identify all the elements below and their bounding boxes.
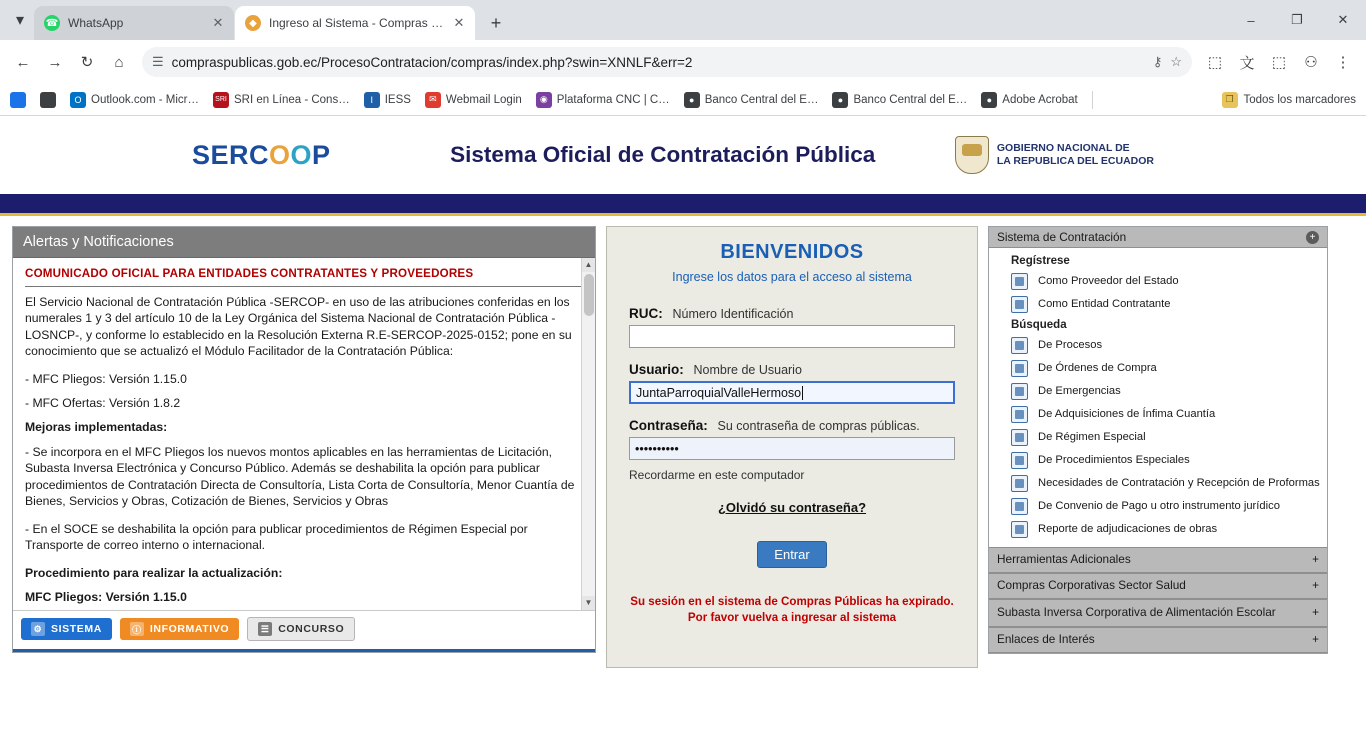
bookmark-label: Banco Central del E… <box>853 93 968 106</box>
bookmark-label: Outlook.com - Micr… <box>91 93 199 106</box>
search-special-proc-icon <box>1011 452 1028 469</box>
tab-strip <box>0 0 1366 40</box>
search-special-regime-icon <box>1011 429 1028 446</box>
group-title-registrese: Regístrese <box>1011 255 1070 267</box>
group-title-busqueda: Búsqueda <box>1011 319 1067 331</box>
contest-icon: ☰ <box>258 622 272 636</box>
item-label: De Régimen Especial <box>1038 430 1146 443</box>
bookmark-banco-central-2[interactable] <box>832 92 967 108</box>
user-input-value: JuntaParroquialValleHermoso <box>636 385 802 400</box>
item-label: De Órdenes de Compra <box>1038 361 1157 374</box>
section-title: Enlaces de Interés <box>997 631 1095 646</box>
page-title: Sistema Oficial de Contratación Pública <box>450 142 876 167</box>
bookmark-sri[interactable] <box>213 92 350 108</box>
alerts-paragraph: - Se incorpora en el MFC Pliegos los nuevos montos aplicables en las herramientas de Licitación, Subasta Inversa Electrónica y Concurso Público. Además se deshabilita la opción para publicar procedimientos de Contratación Directa de Consultoría, Lista Corta de Consultoría, Menor Cuantía de Bienes, Servicios y Obras, Cotización de Bienes, Servicios y Obras <box>25 444 575 509</box>
register-provider-icon <box>1011 273 1028 290</box>
contracting-system-panel <box>988 226 1328 654</box>
link-como-proveedor[interactable] <box>989 270 1327 293</box>
new-tab-button[interactable]: + <box>490 12 502 33</box>
minimize-button[interactable]: – <box>1247 12 1255 28</box>
government-emblem <box>955 136 1154 174</box>
page-content <box>0 116 1366 730</box>
item-label: De Procesos <box>1038 338 1103 351</box>
link-procedimientos-especiales[interactable] <box>989 449 1327 472</box>
item-label: De Procedimientos Especiales <box>1038 453 1190 466</box>
alerts-title: COMUNICADO OFICIAL PARA ENTIDADES CONTRATANTES Y PROVEEDORES <box>25 266 583 287</box>
report-awards-icon <box>1011 521 1028 538</box>
scroll-up-icon[interactable]: ▲ <box>582 258 595 272</box>
split-screen-icon[interactable]: ⬚ <box>1271 54 1287 71</box>
scroll-down-icon[interactable]: ▼ <box>582 596 595 610</box>
item-label: De Emergencias <box>1038 384 1121 397</box>
search-agreement-icon <box>1011 498 1028 515</box>
bookmark-label: Webmail Login <box>445 93 522 106</box>
link-de-emergencias[interactable] <box>989 380 1327 403</box>
item-label: De Adquisiciones de Ínfima Cuantía <box>1038 407 1216 420</box>
bookmark-icon <box>40 92 56 108</box>
alerts-paragraph: El Servicio Nacional de Contratación Pública -SERCOP- en uso de las atribuciones conferidas en los numerales 1 y 3 del artículo 10 de la Ley Orgánica del Sistema Nacional de Contratación Pública -LOSNCP-, y conforme lo establecido en la Resolución Externa R.E-SERCOP-2025-0152; pone en su conocimiento que se actualizó el Módulo Facilitador de la Contratación Pública: <box>25 294 572 359</box>
translate-icon[interactable]: 文 <box>1239 54 1255 72</box>
alerts-panel <box>12 226 596 653</box>
close-icon[interactable]: ✕ <box>453 15 465 30</box>
tab-title: Ingreso al Sistema - Compras P… <box>269 16 451 30</box>
session-expired-message: Su sesión en el sistema de Compras Públicas ha expirado. Por favor vuelva a ingresar al sistema <box>630 595 954 624</box>
filter-sistema-button[interactable] <box>21 618 112 640</box>
section-title: Sistema de Contratación <box>997 230 1127 244</box>
alerts-paragraph: - En el SOCE se deshabilita la opción para publicar procedimientos de Régimen Especial por Transporte de correo interno o internacional. <box>25 521 528 553</box>
logo-o2: O <box>290 139 313 170</box>
filter-label: SISTEMA <box>51 623 102 635</box>
gov-line-1: GOBIERNO NACIONAL DE <box>996 141 1130 154</box>
close-window-button[interactable]: ✕ <box>1337 12 1349 27</box>
sercop-icon: ◆ <box>245 15 261 31</box>
sri-icon: SRI <box>213 92 229 108</box>
alerts-paragraph: - MFC Ofertas: Versión 1.8.2 <box>25 395 181 410</box>
filter-concurso-button[interactable] <box>247 617 355 641</box>
filter-informativo-button[interactable] <box>120 618 239 640</box>
ruc-hint: Número Identificación <box>672 307 794 321</box>
browser-toolbar <box>0 40 1366 84</box>
logo-part2: P <box>312 139 331 170</box>
ruc-label <box>629 306 955 321</box>
tab-search-icon[interactable]: ▾ <box>15 12 25 29</box>
address-bar[interactable] <box>142 47 1192 77</box>
info-icon: ⓘ <box>130 622 144 636</box>
expand-icon[interactable]: + <box>1312 552 1319 566</box>
bookmark-star-icon[interactable]: ☆ <box>1170 54 1182 69</box>
expand-icon[interactable]: + <box>1312 577 1319 592</box>
bookmark-item[interactable] <box>40 92 56 108</box>
section-herramientas-adicionales[interactable] <box>989 547 1327 573</box>
section-subasta-alimentacion-escolar[interactable] <box>989 599 1327 627</box>
login-submit-button[interactable]: Entrar <box>757 541 826 568</box>
alerts-paragraph: - MFC Pliegos: Versión 1.15.0 <box>25 371 187 386</box>
bookmark-cnc[interactable] <box>536 92 670 108</box>
gov-line-2: LA REPUBLICA DEL ECUADOR <box>996 155 1154 167</box>
section-title: Subasta Inversa Corporativa de Alimentación Escolar <box>997 604 1276 619</box>
login-panel <box>606 226 978 668</box>
forgot-password-link[interactable]: ¿Olvidó su contraseña? <box>717 500 867 515</box>
coat-of-arms-icon <box>955 136 989 174</box>
bookmark-adobe-acrobat[interactable] <box>981 92 1077 108</box>
all-bookmarks-button[interactable] <box>1222 92 1357 108</box>
system-icon: ⚙ <box>31 622 45 636</box>
globe-icon: ● <box>684 92 700 108</box>
ruc-label-text: RUC: <box>629 306 663 321</box>
section-compras-corporativas-salud[interactable] <box>989 573 1327 599</box>
webmail-icon: ✉ <box>425 92 441 108</box>
bookmark-banco-central-1[interactable] <box>684 92 819 108</box>
search-needs-icon <box>1011 475 1028 492</box>
globe-icon: ● <box>981 92 997 108</box>
home-icon[interactable]: ⌂ <box>114 53 124 71</box>
bookmark-label: SRI en Línea - Cons… <box>234 93 350 106</box>
user-hint: Nombre de Usuario <box>693 363 802 377</box>
bookmark-iess[interactable] <box>364 92 411 108</box>
item-label: Reporte de adjudicaciones de obras <box>1038 522 1218 535</box>
main-content <box>0 216 1366 668</box>
tab-whatsapp[interactable] <box>34 6 234 40</box>
search-emergency-icon <box>1011 383 1028 400</box>
ruc-input[interactable] <box>629 325 955 348</box>
alerts-paragraph: Mejoras implementadas: <box>25 420 168 435</box>
alerts-panel-header: Alertas y Notificaciones <box>13 227 595 258</box>
back-icon[interactable]: ← <box>15 53 31 71</box>
close-icon[interactable]: ✕ <box>212 15 224 30</box>
link-necesidades-contratacion[interactable] <box>989 472 1327 495</box>
all-bookmarks-label: Todos los marcadores <box>1243 93 1356 106</box>
extensions-puzzle-icon[interactable]: ⬚ <box>1207 54 1223 71</box>
bookmark-label: IESS <box>384 93 411 106</box>
submit-row <box>629 541 955 568</box>
tab-title: WhatsApp <box>68 16 124 30</box>
section-title: Compras Corporativas Sector Salud <box>997 577 1186 592</box>
whatsapp-icon: ☎ <box>44 15 60 31</box>
expand-icon[interactable]: + <box>1312 631 1319 646</box>
user-input[interactable] <box>629 381 955 404</box>
item-label: Como Entidad Contratante <box>1038 297 1171 310</box>
alerts-filter-buttons <box>13 610 595 649</box>
navigation-bar <box>0 194 1366 216</box>
login-welcome-title: BIENVENIDOS <box>720 241 864 263</box>
expand-icon[interactable]: + <box>1306 231 1319 244</box>
alerts-paragraph: MFC Pliegos: Versión 1.15.0 <box>25 590 187 605</box>
iess-icon: I <box>364 92 380 108</box>
maximize-button[interactable]: ❐ <box>1291 12 1303 27</box>
bookmark-webmail[interactable] <box>425 92 522 108</box>
link-de-procesos[interactable] <box>989 334 1327 357</box>
tab-sercop[interactable] <box>235 6 475 40</box>
folder-icon: ❐ <box>1222 92 1238 108</box>
search-orders-icon <box>1011 360 1028 377</box>
sercop-logo[interactable] <box>192 140 331 171</box>
filter-label: CONCURSO <box>278 623 345 635</box>
logo-part1: SERC <box>192 139 270 170</box>
password-key-icon[interactable]: ⚷ <box>1152 54 1163 69</box>
profile-avatar[interactable]: ⚇ <box>1304 54 1318 71</box>
browser-menu-icon[interactable]: ⋮ <box>1335 54 1351 71</box>
divider <box>1092 91 1093 109</box>
site-settings-icon[interactable]: ☰ <box>152 54 164 69</box>
item-label: Necesidades de Contratación y Recepción de Proformas <box>1038 476 1320 489</box>
password-label-text: Contraseña: <box>629 418 708 433</box>
bookmark-label: Adobe Acrobat <box>1002 93 1078 106</box>
bookmark-icon <box>10 92 26 108</box>
register-entity-icon <box>1011 296 1028 313</box>
item-label: De Convenio de Pago u otro instrumento jurídico <box>1038 499 1280 512</box>
link-infima-cuantia[interactable] <box>989 403 1327 426</box>
item-label: Como Proveedor del Estado <box>1038 274 1179 287</box>
section-body <box>989 248 1327 547</box>
link-de-ordenes-compra[interactable] <box>989 357 1327 380</box>
window-controls <box>1228 0 1366 40</box>
outlook-icon: O <box>70 92 86 108</box>
bookmarks-bar <box>0 84 1366 116</box>
password-input[interactable]: •••••••••• <box>629 437 955 460</box>
logo-o1: O <box>269 139 291 170</box>
password-label <box>629 418 955 433</box>
alerts-body <box>13 258 595 610</box>
government-label <box>997 142 1154 168</box>
alerts-scrollbar[interactable] <box>581 258 595 610</box>
reload-icon[interactable]: ↻ <box>80 54 94 71</box>
remember-me-label[interactable]: Recordarme en este computador <box>629 468 805 482</box>
filter-label: INFORMATIVO <box>149 623 230 635</box>
globe-icon: ● <box>832 92 848 108</box>
user-label-text: Usuario: <box>629 362 684 377</box>
login-subtitle: Ingrese los datos para el acceso al sistema <box>672 270 912 284</box>
cnc-icon: ◉ <box>536 92 552 108</box>
expand-icon[interactable]: + <box>1312 604 1319 619</box>
link-como-entidad[interactable] <box>989 293 1327 316</box>
browser-chrome <box>0 0 1366 116</box>
site-header <box>0 116 1366 194</box>
text-caret <box>802 386 803 400</box>
url-text: compraspublicas.gob.ec/ProcesoContratacion/compras/index.php?swin=XNNLF&err=2 <box>171 54 693 70</box>
section-enlaces-interes[interactable] <box>989 627 1327 653</box>
search-small-amount-icon <box>1011 406 1028 423</box>
bookmark-label: Banco Central del E… <box>704 93 819 106</box>
bookmark-label: Plataforma CNC | C… <box>556 93 670 106</box>
section-header-sistema-contratacion[interactable] <box>989 227 1327 248</box>
divider <box>13 649 595 652</box>
bookmark-outlook[interactable] <box>70 92 199 108</box>
password-hint: Su contraseña de compras públicas. <box>717 419 920 433</box>
bookmark-item[interactable] <box>10 92 26 108</box>
section-title: Herramientas Adicionales <box>997 552 1131 566</box>
link-regimen-especial[interactable] <box>989 426 1327 449</box>
scrollbar-thumb[interactable] <box>584 274 594 316</box>
forward-icon[interactable]: → <box>47 53 63 71</box>
link-convenio-pago[interactable] <box>989 495 1327 518</box>
user-label <box>629 362 955 377</box>
search-process-icon <box>1011 337 1028 354</box>
alerts-paragraph: Procedimiento para realizar la actualización: <box>25 565 283 580</box>
link-reporte-adjudicaciones[interactable] <box>989 518 1327 541</box>
